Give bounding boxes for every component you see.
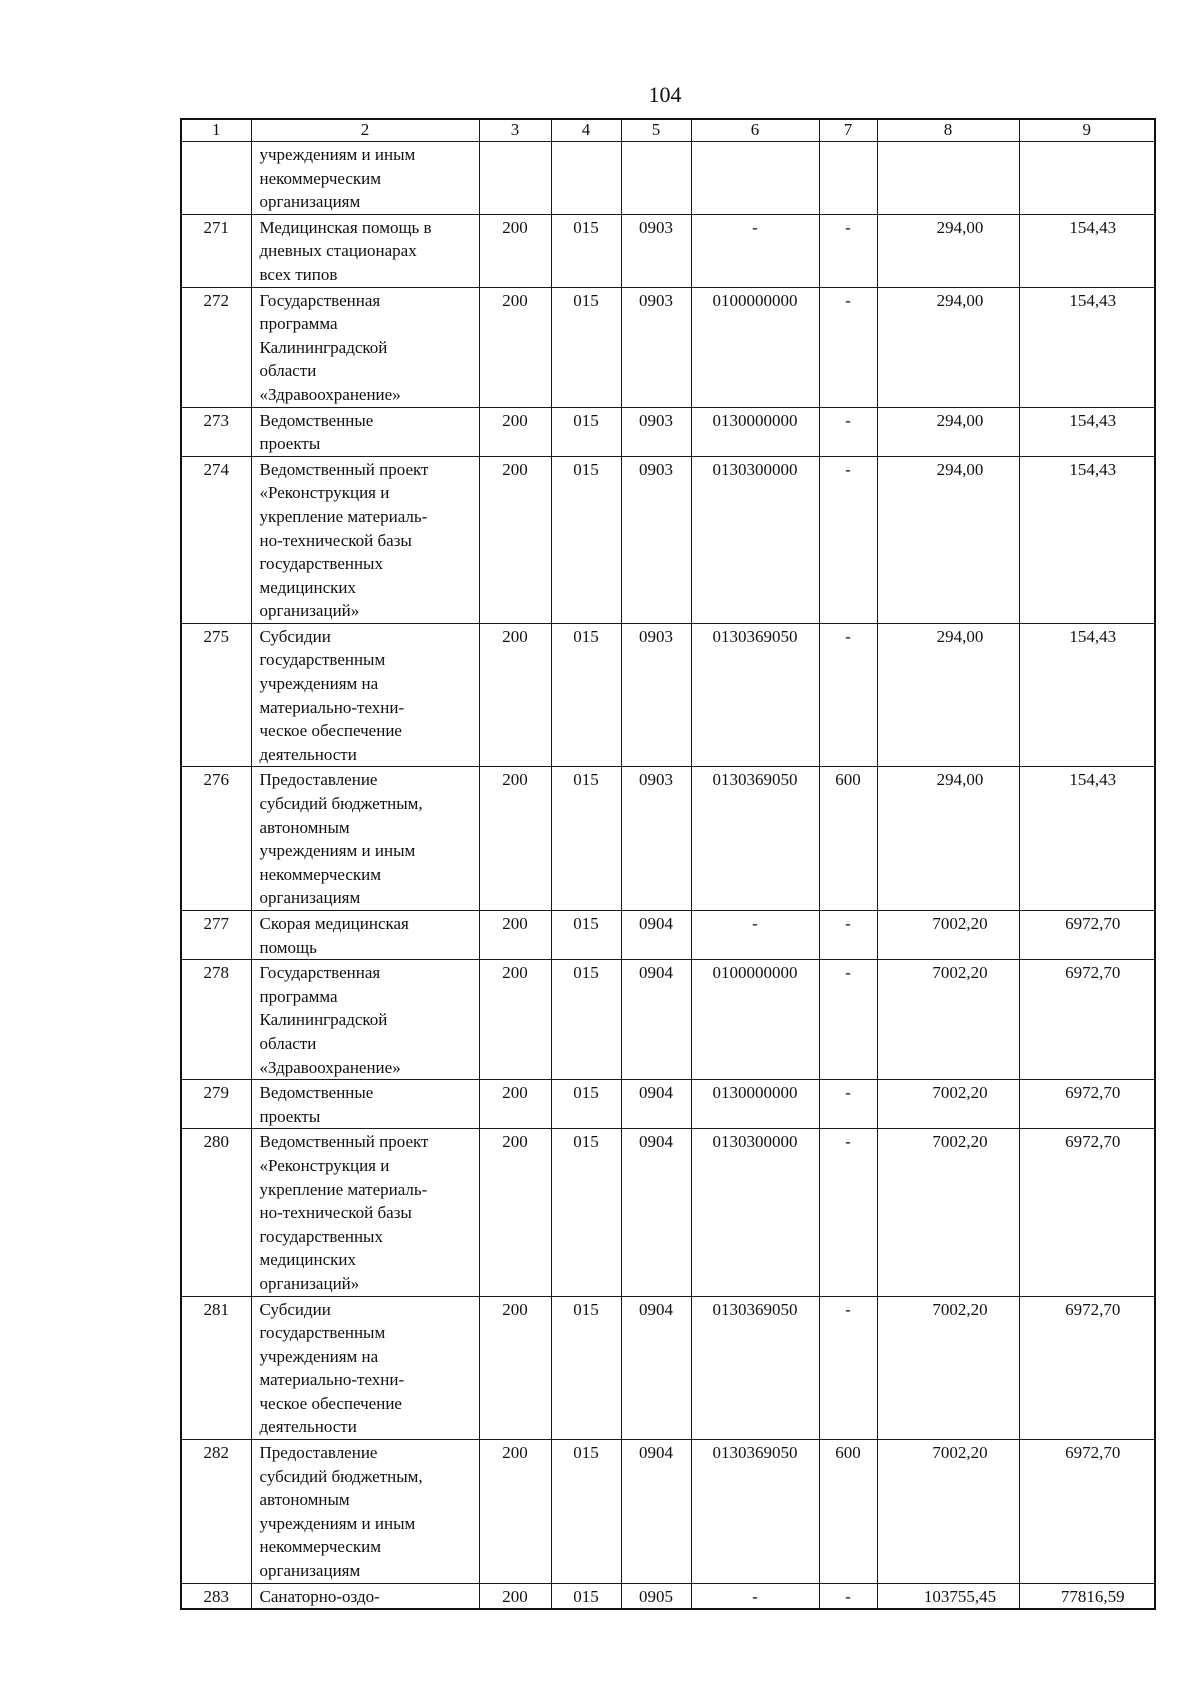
table-row	[181, 1296, 1155, 1440]
description-cell: Ведомственный проект «Реконструкция и укрепление материаль- но-технической базы государственных медицинских организаций»	[251, 456, 479, 623]
description-cell: Скорая медицинская помощь	[251, 911, 479, 960]
code-cell: 200	[479, 1583, 551, 1609]
column-header: 3	[479, 119, 551, 142]
ministry-cell: 015	[551, 214, 621, 287]
table-row	[181, 960, 1155, 1080]
expense-type-cell: -	[819, 214, 877, 287]
description-cell: Санаторно-оздо-	[251, 1583, 479, 1609]
code-cell: 200	[479, 407, 551, 456]
amount-cell: 7002,20	[877, 1296, 1019, 1440]
section-cell: 0903	[621, 623, 691, 767]
column-header: 8	[877, 119, 1019, 142]
target-article-cell: -	[691, 214, 819, 287]
budget-table	[180, 118, 1156, 1610]
amount-cell: 7002,20	[877, 911, 1019, 960]
column-header: 2	[251, 119, 479, 142]
target-article-cell: 0100000000	[691, 960, 819, 1080]
target-article-cell: 0130000000	[691, 407, 819, 456]
description-cell: Субсидии государственным учреждениям на материально-техни- ческое обеспечение деятельности	[251, 1296, 479, 1440]
section-cell: 0903	[621, 407, 691, 456]
section-cell: 0903	[621, 767, 691, 911]
section-cell: 0904	[621, 1440, 691, 1584]
table-row	[181, 287, 1155, 407]
code-cell	[479, 142, 551, 215]
column-header: 1	[181, 119, 251, 142]
amount-executed-cell: 77816,59	[1019, 1583, 1155, 1609]
amount-cell: 7002,20	[877, 1129, 1019, 1296]
expense-type-cell: -	[819, 1296, 877, 1440]
table-row	[181, 142, 1155, 215]
target-article-cell: 0130300000	[691, 1129, 819, 1296]
expense-type-cell: -	[819, 911, 877, 960]
code-cell: 200	[479, 767, 551, 911]
target-article-cell: 0130369050	[691, 1296, 819, 1440]
expense-type-cell: -	[819, 960, 877, 1080]
amount-executed-cell: 154,43	[1019, 287, 1155, 407]
column-header: 6	[691, 119, 819, 142]
amount-executed-cell: 6972,70	[1019, 1440, 1155, 1584]
section-cell: 0904	[621, 1129, 691, 1296]
amount-cell: 294,00	[877, 767, 1019, 911]
page-number: 104	[648, 82, 682, 107]
ministry-cell: 015	[551, 1296, 621, 1440]
description-cell: Ведомственный проект «Реконструкция и укрепление материаль- но-технической базы государственных медицинских организаций»	[251, 1129, 479, 1296]
row-number-cell: 280	[181, 1129, 251, 1296]
amount-executed-cell	[1019, 142, 1155, 215]
code-cell: 200	[479, 1080, 551, 1129]
description-cell: Государственная программа Калининградской области «Здравоохранение»	[251, 287, 479, 407]
amount-cell: 294,00	[877, 456, 1019, 623]
expense-type-cell: -	[819, 407, 877, 456]
amount-executed-cell: 154,43	[1019, 623, 1155, 767]
target-article-cell	[691, 142, 819, 215]
table-row	[181, 1129, 1155, 1296]
ministry-cell: 015	[551, 911, 621, 960]
table-header-row	[181, 119, 1155, 142]
table-row	[181, 407, 1155, 456]
table-row	[181, 623, 1155, 767]
code-cell: 200	[479, 214, 551, 287]
ministry-cell	[551, 142, 621, 215]
section-cell: 0905	[621, 1583, 691, 1609]
target-article-cell: 0130000000	[691, 1080, 819, 1129]
code-cell: 200	[479, 911, 551, 960]
row-number-cell: 277	[181, 911, 251, 960]
description-cell: Государственная программа Калининградской области «Здравоохранение»	[251, 960, 479, 1080]
ministry-cell: 015	[551, 456, 621, 623]
target-article-cell: -	[691, 911, 819, 960]
row-number-cell: 278	[181, 960, 251, 1080]
section-cell: 0903	[621, 214, 691, 287]
target-article-cell: -	[691, 1583, 819, 1609]
target-article-cell: 0130300000	[691, 456, 819, 623]
code-cell: 200	[479, 287, 551, 407]
amount-executed-cell: 154,43	[1019, 456, 1155, 623]
row-number-cell: 274	[181, 456, 251, 623]
amount-cell: 294,00	[877, 287, 1019, 407]
row-number-cell: 273	[181, 407, 251, 456]
column-header: 4	[551, 119, 621, 142]
amount-cell: 294,00	[877, 407, 1019, 456]
target-article-cell: 0130369050	[691, 623, 819, 767]
code-cell: 200	[479, 1129, 551, 1296]
row-number-cell: 282	[181, 1440, 251, 1584]
ministry-cell: 015	[551, 1440, 621, 1584]
target-article-cell: 0130369050	[691, 1440, 819, 1584]
amount-executed-cell: 6972,70	[1019, 960, 1155, 1080]
amount-cell: 7002,20	[877, 1440, 1019, 1584]
code-cell: 200	[479, 456, 551, 623]
expense-type-cell: 600	[819, 1440, 877, 1584]
amount-cell: 7002,20	[877, 1080, 1019, 1129]
amount-cell: 294,00	[877, 214, 1019, 287]
row-number-cell	[181, 142, 251, 215]
table-row	[181, 1583, 1155, 1609]
section-cell: 0903	[621, 287, 691, 407]
amount-cell: 7002,20	[877, 960, 1019, 1080]
amount-cell: 103755,45	[877, 1583, 1019, 1609]
row-number-cell: 281	[181, 1296, 251, 1440]
code-cell: 200	[479, 1440, 551, 1584]
table-row	[181, 911, 1155, 960]
column-header: 7	[819, 119, 877, 142]
amount-executed-cell: 154,43	[1019, 214, 1155, 287]
description-cell: Предоставление субсидий бюджетным, автономным учреждениям и иным некоммерческим организациям	[251, 767, 479, 911]
ministry-cell: 015	[551, 767, 621, 911]
section-cell: 0904	[621, 911, 691, 960]
ministry-cell: 015	[551, 1129, 621, 1296]
table-row	[181, 214, 1155, 287]
row-number-cell: 279	[181, 1080, 251, 1129]
amount-executed-cell: 6972,70	[1019, 911, 1155, 960]
section-cell: 0903	[621, 456, 691, 623]
amount-executed-cell: 6972,70	[1019, 1296, 1155, 1440]
table-body	[181, 142, 1155, 1610]
table-row	[181, 767, 1155, 911]
amount-executed-cell: 154,43	[1019, 407, 1155, 456]
section-cell: 0904	[621, 1080, 691, 1129]
description-cell: Ведомственные проекты	[251, 1080, 479, 1129]
expense-type-cell: -	[819, 456, 877, 623]
ministry-cell: 015	[551, 1080, 621, 1129]
table-row	[181, 1440, 1155, 1584]
ministry-cell: 015	[551, 1583, 621, 1609]
column-header: 9	[1019, 119, 1155, 142]
description-cell: Предоставление субсидий бюджетным, автономным учреждениям и иным некоммерческим организациям	[251, 1440, 479, 1584]
description-cell: учреждениям и иным некоммерческим организациям	[251, 142, 479, 215]
target-article-cell: 0100000000	[691, 287, 819, 407]
ministry-cell: 015	[551, 960, 621, 1080]
description-cell: Субсидии государственным учреждениям на материально-техни- ческое обеспечение деятельности	[251, 623, 479, 767]
expense-type-cell	[819, 142, 877, 215]
amount-executed-cell: 154,43	[1019, 767, 1155, 911]
row-number-cell: 275	[181, 623, 251, 767]
expense-type-cell: -	[819, 287, 877, 407]
code-cell: 200	[479, 960, 551, 1080]
code-cell: 200	[479, 1296, 551, 1440]
expense-type-cell: -	[819, 1583, 877, 1609]
ministry-cell: 015	[551, 407, 621, 456]
description-cell: Медицинская помощь в дневных стационарах всех типов	[251, 214, 479, 287]
table-row	[181, 1080, 1155, 1129]
amount-executed-cell: 6972,70	[1019, 1129, 1155, 1296]
column-header: 5	[621, 119, 691, 142]
table-row	[181, 456, 1155, 623]
amount-cell	[877, 142, 1019, 215]
section-cell: 0904	[621, 1296, 691, 1440]
ministry-cell: 015	[551, 623, 621, 767]
expense-type-cell: -	[819, 1080, 877, 1129]
target-article-cell: 0130369050	[691, 767, 819, 911]
row-number-cell: 276	[181, 767, 251, 911]
amount-cell: 294,00	[877, 623, 1019, 767]
expense-type-cell: -	[819, 1129, 877, 1296]
row-number-cell: 271	[181, 214, 251, 287]
amount-executed-cell: 6972,70	[1019, 1080, 1155, 1129]
description-cell: Ведомственные проекты	[251, 407, 479, 456]
section-cell	[621, 142, 691, 215]
row-number-cell: 272	[181, 287, 251, 407]
row-number-cell: 283	[181, 1583, 251, 1609]
code-cell: 200	[479, 623, 551, 767]
ministry-cell: 015	[551, 287, 621, 407]
section-cell: 0904	[621, 960, 691, 1080]
expense-type-cell: -	[819, 623, 877, 767]
expense-type-cell: 600	[819, 767, 877, 911]
